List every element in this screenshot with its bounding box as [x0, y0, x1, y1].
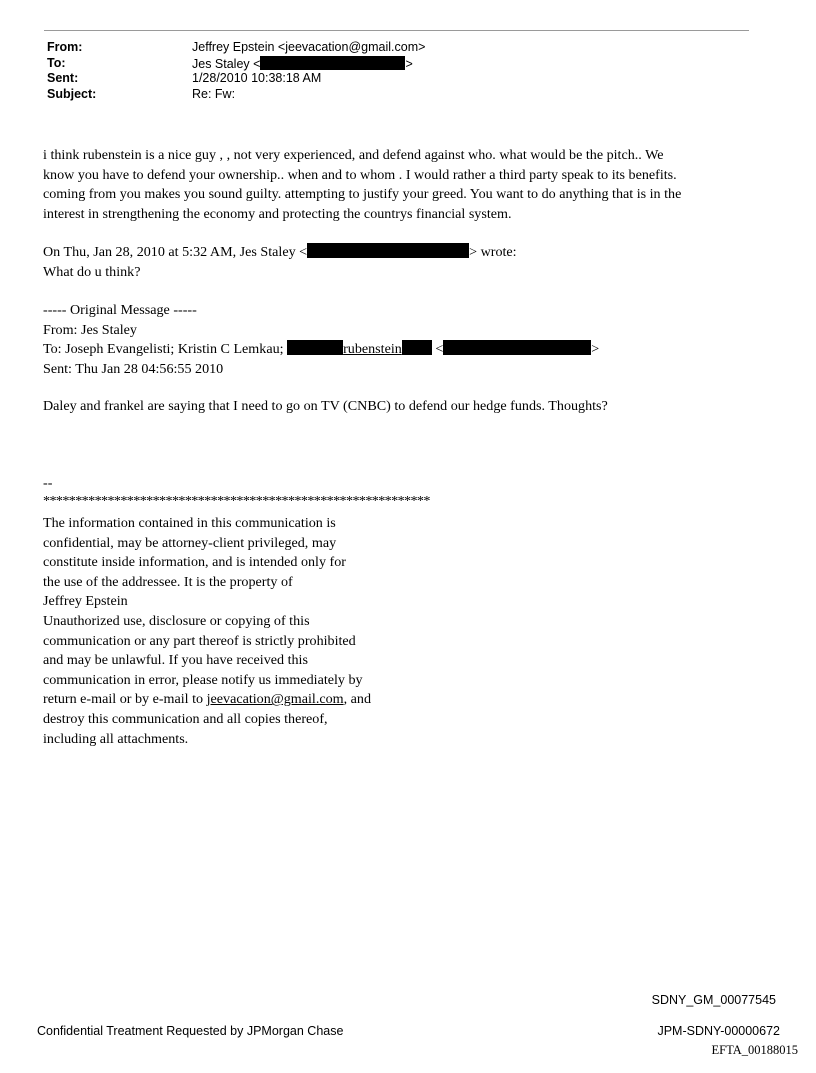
reply-line: i think rubenstein is a nice guy , , not very experienced, and defend against who. what would be the pitch.. We [43, 147, 664, 163]
rubenstein-link[interactable]: rubenstein [343, 341, 402, 358]
from-value: Jeffrey Epstein <jeevacation@gmail.com> [192, 40, 426, 54]
quote-attribution [43, 243, 517, 263]
from-label: From: [47, 40, 83, 54]
sent-label: Sent: [47, 71, 79, 85]
original-to-prefix: To: Joseph Evangelisti; Kristin C Lemkau; [43, 341, 284, 358]
notice-line: The information contained in this communication is [43, 515, 336, 531]
sent-value: 1/28/2010 10:38:18 AM [192, 71, 322, 85]
signature-stars: ************************************************************ [43, 493, 430, 509]
to-prefix: Jes Staley < [192, 56, 261, 71]
quote-intro [43, 243, 517, 282]
original-body: Daley and frankel are saying that I need to go on TV (CNBC) to defend our hedge funds. Thoughts? [43, 398, 608, 414]
original-message-marker: ----- Original Message ----- [43, 302, 197, 318]
redaction-bar [260, 56, 405, 70]
to-suffix: > [405, 56, 413, 71]
confidentiality-notice [43, 514, 371, 749]
to-value [192, 56, 413, 73]
original-to-gt: > [591, 341, 600, 358]
header-divider [44, 30, 749, 31]
quote-question: What do u think? [43, 263, 141, 280]
reply-line: interest in strengthening the economy and protecting the countrys financial system. [43, 205, 512, 222]
redaction-bar [307, 243, 469, 258]
notice-line: communication or any part thereof is strictly prohibited [43, 632, 356, 649]
original-to-lt: < [435, 341, 444, 358]
signature-dashes: -- [43, 475, 53, 491]
redaction-bar [443, 340, 591, 355]
reply-line: coming from you makes you sound guilty. attempting to justify your greed. You want to do anything that is in the [43, 186, 682, 203]
notice-line: the use of the addressee. It is the property of [43, 573, 293, 590]
notice-line: destroy this communication and all copies thereof, [43, 710, 328, 727]
notice-line: communication in error, please notify us immediately by [43, 671, 363, 688]
bates-jpm: JPM-SDNY-00000672 [657, 1024, 780, 1038]
return-suffix: , and [343, 691, 372, 708]
bates-efta: EFTA_00188015 [711, 1043, 798, 1057]
return-prefix: return e-mail or by e-mail to [43, 691, 207, 708]
redaction-bar [287, 340, 343, 355]
subject-value: Re: Fw: [192, 86, 236, 101]
reply-body [43, 146, 681, 224]
original-sent: Sent: Thu Jan 28 04:56:55 2010 [43, 360, 224, 377]
redaction-bar [402, 340, 432, 355]
notice-line: constitute inside information, and is intended only for [43, 554, 346, 571]
quote-attribution-suffix: > wrote: [469, 244, 517, 260]
notice-line: and may be unlawful. If you have received this [43, 652, 308, 669]
original-to [43, 340, 599, 360]
notice-line: confidential, may be attorney-client privileged, may [43, 534, 337, 551]
notice-line: Unauthorized use, disclosure or copying of this [43, 612, 310, 629]
notice-line: Jeffrey Epstein [43, 593, 128, 610]
to-label: To: [47, 55, 66, 70]
subject-label: Subject: [47, 86, 97, 101]
notice-line: including all attachments. [43, 730, 189, 747]
original-message [43, 301, 599, 379]
notice-line [43, 690, 371, 710]
bates-sdny-gm: SDNY_GM_00077545 [651, 993, 776, 1007]
original-from: From: Jes Staley [43, 321, 137, 338]
reply-line: know you have to defend your ownership.. when and to whom . I would rather a third party speak to its benefits. [43, 166, 677, 183]
quote-attribution-prefix: On Thu, Jan 28, 2010 at 5:32 AM, Jes Staley < [43, 244, 308, 260]
email-link[interactable]: jeevacation@gmail.com [206, 691, 344, 708]
confidential-footer: Confidential Treatment Requested by JPMorgan Chase [37, 1024, 344, 1038]
